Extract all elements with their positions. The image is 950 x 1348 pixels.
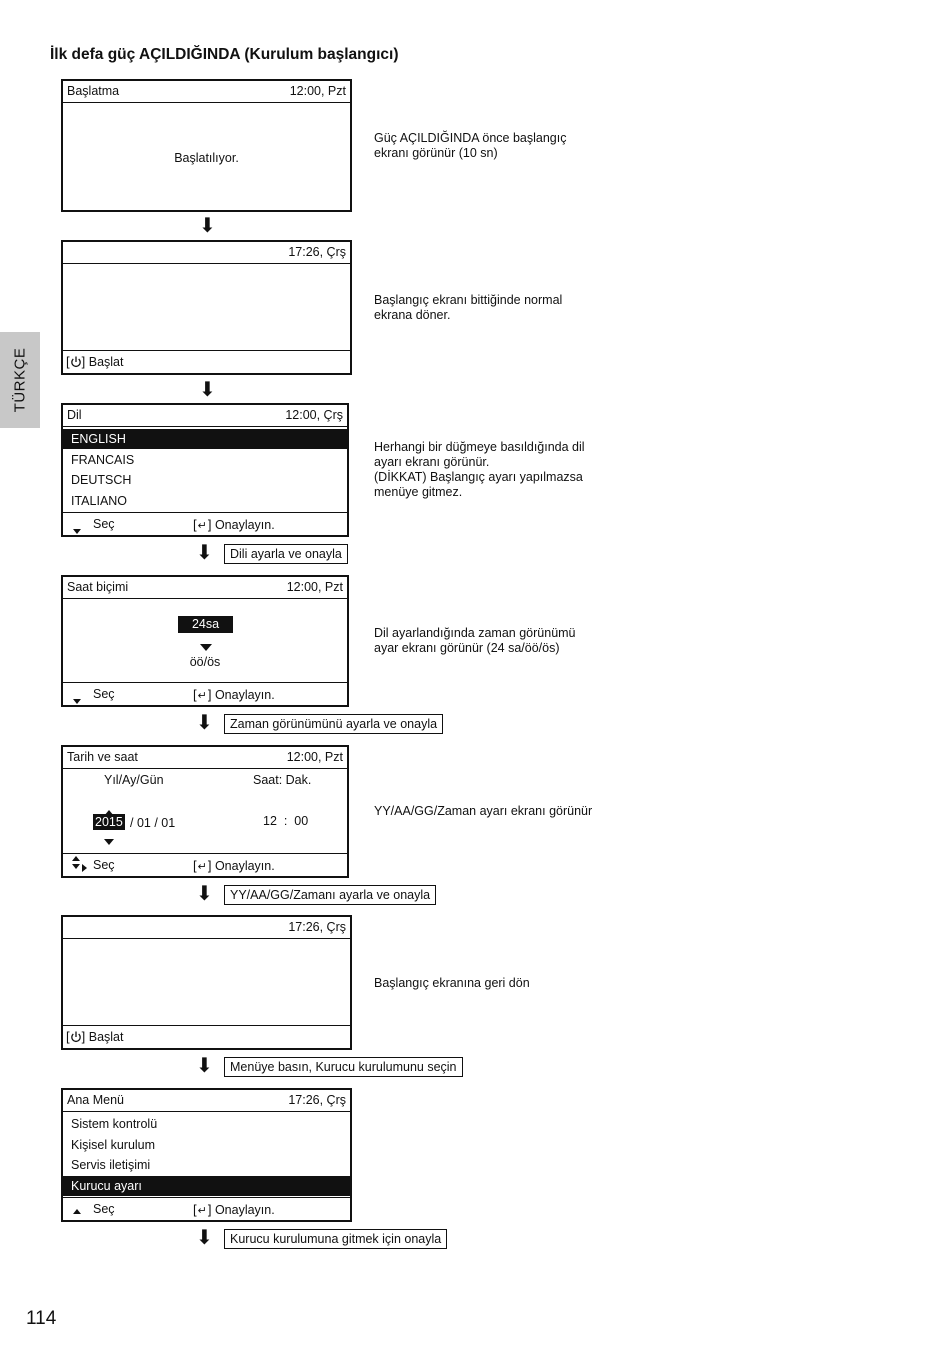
startup-screen [61,79,352,212]
month-day-field[interactable]: / 01 / 01 [130,816,176,830]
chevron-down-icon [200,640,212,654]
updown-arrows-icon [72,856,80,869]
screen-footer [63,682,347,705]
step-label: Menüye basın, Kurucu kurulumunu seçin [224,1057,463,1077]
power-button-label: Başlat [88,1030,124,1044]
confirm-button[interactable]: [↵] Onaylayın. [193,517,275,532]
language-option-francais[interactable]: FRANCAIS [71,453,135,467]
menu-item-personal-setup[interactable]: Kişisel kurulum [71,1138,156,1152]
chevron-up-icon [73,1203,81,1217]
screen-header-time: 17:26, Çrş [288,245,346,259]
description-line: Dil ayarlandığında zaman görünümü [374,626,576,640]
description-line: ayar ekranı görünür (24 sa/öö/ös) [374,641,560,655]
screen-footer [63,1025,350,1048]
step-label: Kurucu kurulumuna gitmek için onayla [224,1229,447,1249]
datetime-screen [61,745,349,878]
description-line: YY/AA/GG/Zaman ayarı ekranı görünür [374,804,593,818]
language-option-italiano[interactable]: ITALIANO [71,494,128,508]
description-line: ekrana döner. [374,308,451,322]
arrow-down-icon: ⬇ [196,542,213,564]
minute-field[interactable]: 00 [294,814,309,828]
chevron-down-icon [73,523,81,537]
description-startup [374,131,624,161]
description-line: Herhangi bir düğmeye basıldığında dil [374,440,585,454]
screen-header-time: 12:00, Pzt [289,84,346,98]
menu-item-system-control[interactable]: Sistem kontrolü [71,1117,158,1131]
language-option-english[interactable]: ENGLISH [63,429,347,449]
screen-header-time: 12:00, Pzt [286,580,343,594]
date-label: Yıl/Ay/Gün [104,773,164,787]
normal-screen-return [61,915,352,1050]
menu-item-service-contact[interactable]: Servis iletişimi [71,1158,151,1172]
screen-header [63,242,350,264]
normal-screen [61,240,352,375]
power-button[interactable]: [ ] Başlat [66,1029,124,1044]
confirm-label: Onaylayın. [214,518,275,532]
description-line: Başlangıç ekranına geri dön [374,976,530,990]
description-clock [374,626,624,656]
year-field[interactable]: 2015 [95,815,123,829]
clock-option-24h[interactable]: 24sa [178,616,233,633]
footer-select-label: Seç [93,1202,115,1216]
side-tab-label: TÜRKÇE [11,347,29,413]
enter-icon: ↵ [197,690,207,702]
power-icon [70,356,82,368]
screen-header [63,81,350,103]
arrow-down-icon: ⬇ [196,1055,213,1077]
footer-select-label: Seç [93,517,115,531]
footer-select-label: Seç [93,858,115,872]
description-line: ekranı görünür (10 sn) [374,146,498,160]
clock-option-ampm[interactable]: öö/ös [189,655,221,669]
language-side-tab [0,332,40,428]
confirm-button[interactable]: [↵] Onaylayın. [193,858,275,873]
description-datetime [374,804,624,819]
time-separator: : [283,814,288,828]
confirm-label: Onaylayın. [214,859,275,873]
page-title: İlk defa güç AÇILDIĞINDA (Kurulum başlangıcı) [50,46,399,63]
screen-header [63,577,347,599]
main-menu-screen [61,1088,352,1222]
screen-header [63,1090,350,1112]
confirm-label: Onaylayın. [214,1203,275,1217]
time-label: Saat: Dak. [253,773,312,787]
screen-header [63,747,347,769]
confirm-label: Onaylayın. [214,688,275,702]
step-label: YY/AA/GG/Zamanı ayarla ve onayla [224,885,436,905]
confirm-button[interactable]: [↵] Onaylayın. [193,1202,275,1217]
power-button[interactable]: [ ] Başlat [66,354,124,369]
arrow-down-icon: ⬇ [196,883,213,905]
screen-header-title: Başlatma [67,84,120,98]
screen-footer [63,512,347,535]
arrow-down-icon: ⬇ [196,712,213,734]
screen-header-title: Dil [67,408,82,422]
chevron-right-icon [82,861,87,875]
description-line: Güç AÇILDIĞINDA önce başlangıç [374,131,567,145]
arrow-down-icon: ⬇ [199,379,216,401]
description-line: Başlangıç ekranı bittiğinde normal [374,293,563,307]
arrow-down-icon: ⬇ [196,1227,213,1249]
screen-header-title: Tarih ve saat [67,750,138,764]
description-normal [374,293,624,323]
screen-footer [63,350,350,373]
screen-header-time: 12:00, Pzt [286,750,343,764]
enter-icon: ↵ [197,861,207,873]
language-option-deutsch[interactable]: DEUTSCH [71,473,132,487]
startup-message: Başlatılıyor. [174,151,239,165]
description-language [374,440,624,500]
description-return [374,976,624,991]
enter-icon: ↵ [197,1205,207,1217]
description-line: (DİKKAT) Başlangıç ayarı yapılmazsa [374,470,583,484]
description-line: menüye gitmez. [374,485,463,499]
screen-footer [63,1197,350,1220]
page-number: 114 [26,1308,57,1329]
clock-format-screen [61,575,349,707]
screen-header [63,917,350,939]
power-icon [70,1031,82,1043]
description-line: ayarı ekranı görünür. [374,455,490,469]
step-label: Zaman görünümünü ayarla ve onayla [224,714,443,734]
screen-footer [63,853,347,876]
chevron-down-icon [104,834,114,848]
enter-icon: ↵ [197,520,207,532]
screen-header-time: 17:26, Çrş [288,1093,346,1107]
screen-header-time: 17:26, Çrş [288,920,346,934]
screen-header-time: 12:00, Çrş [285,408,343,422]
time-value[interactable] [263,814,308,828]
screen-header [63,405,347,427]
screen-header-title: Ana Menü [67,1093,124,1107]
screen-header-title: Saat biçimi [67,580,129,594]
hour-field[interactable]: 12 [263,814,277,828]
step-label: Dili ayarla ve onayla [224,544,348,564]
power-button-label: Başlat [88,355,124,369]
footer-select-label: Seç [93,687,115,701]
confirm-button[interactable]: [↵] Onaylayın. [193,687,275,702]
menu-item-installer-setup[interactable]: Kurucu ayarı [63,1176,350,1196]
chevron-down-icon [73,693,81,707]
language-screen [61,403,349,537]
arrow-down-icon: ⬇ [199,215,216,237]
